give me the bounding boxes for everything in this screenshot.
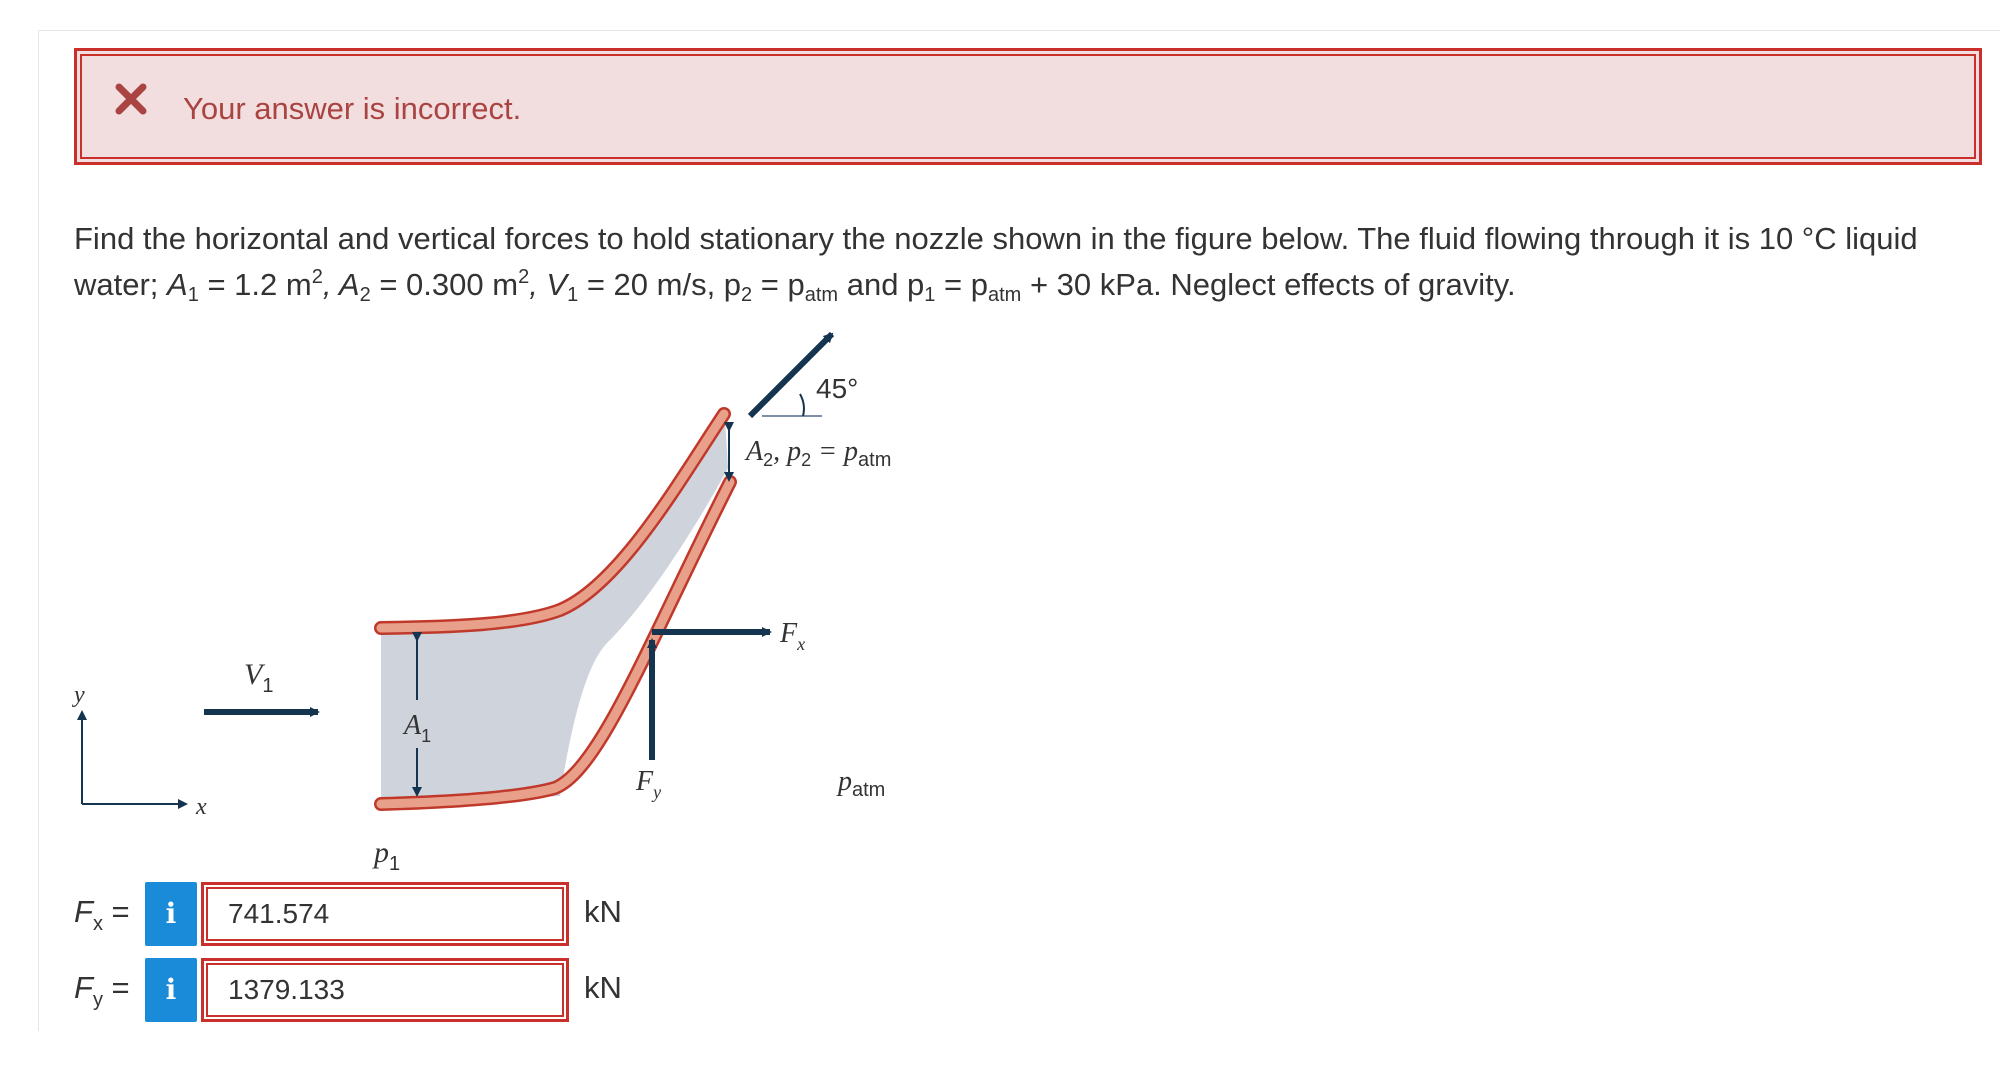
answer-label: $F_x$ = [74,894,130,935]
info-button[interactable]: i [145,882,197,946]
a1-label: $A_1$ [404,710,432,746]
outlet-label: $A_2$, $p_2 = p_{atm}$ [746,436,892,471]
fx-input[interactable] [201,882,569,946]
v1-label: $V_1$ [244,658,274,697]
angle-label: 45° [816,373,859,404]
fy-input[interactable] [201,958,569,1022]
unit-label: kN [584,894,622,929]
axis-x-label: x [196,794,207,820]
patm-label: $p_{atm}$ [838,766,886,801]
p1-label: $p_1$ [374,836,401,875]
fy-label: $F_y$ [636,766,662,802]
problem-statement: Find the horizontal and vertical forces to hold stationary the nozzle shown in the figure below. The fluid flowing through it is 10 °C liquid water; $A_1 = 1.2$ $m^2$, $A_2 = 0.300$ $m^2$, $V_1 = 20$ m/s, $p_2 = p_{atm}$ and $p_1 = p_{atm} + 30$ kPa. Neglect effects of gravity. [74,221,1918,306]
alert-message: Your answer is incorrect. [183,91,522,126]
fx-label: $F_x$ [780,618,806,654]
axis-y-label: y [74,682,85,708]
unit-label: kN [584,970,622,1005]
info-button[interactable]: i [145,958,197,1022]
answer-label: $F_y$ = [74,970,130,1011]
